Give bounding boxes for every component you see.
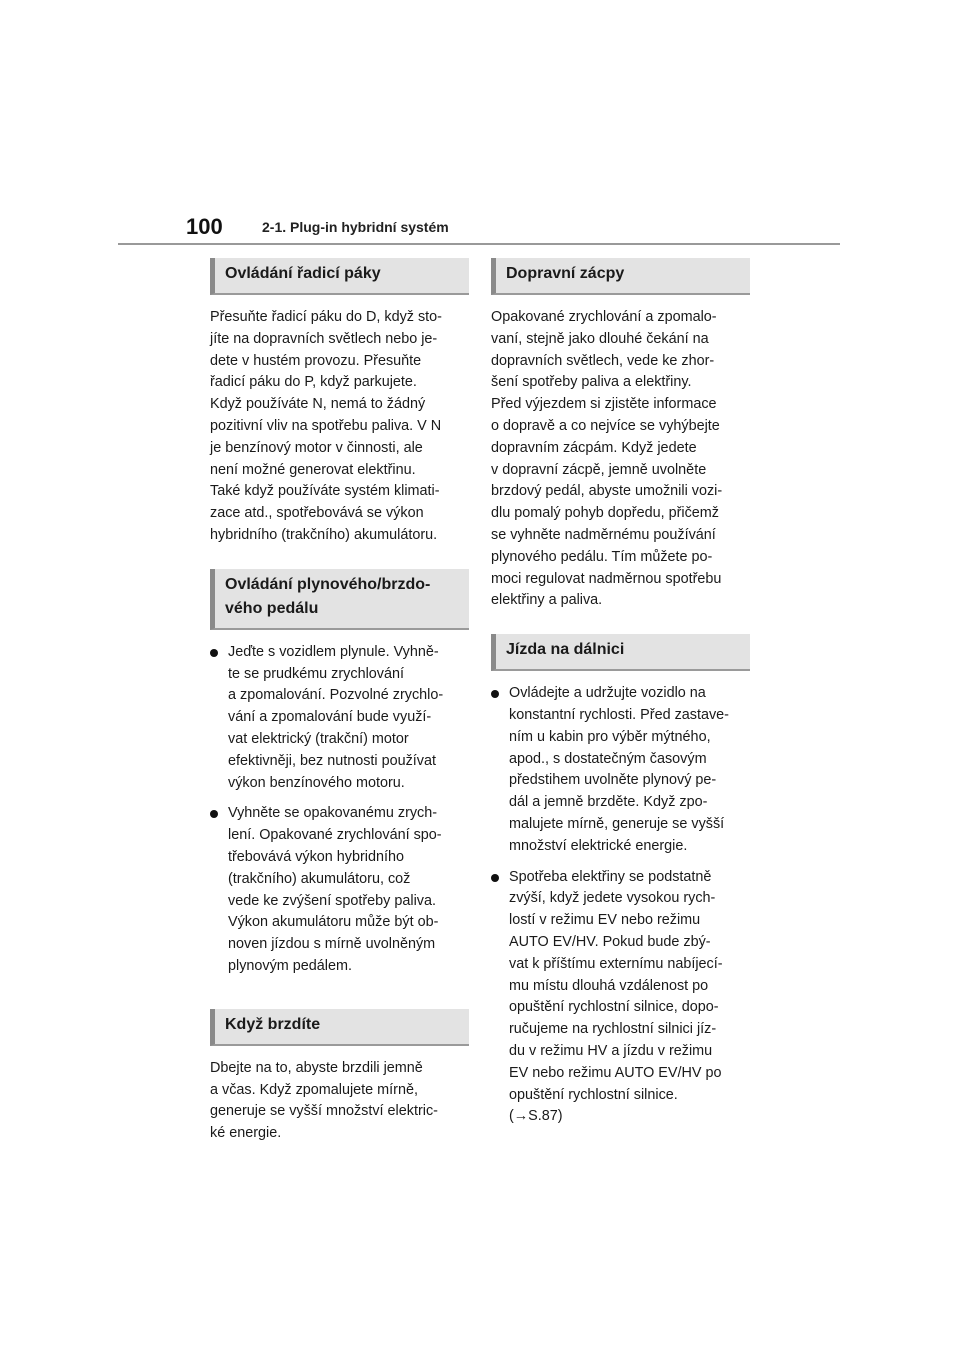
bullet-icon xyxy=(210,810,218,818)
list-item: Ovládejte a udržujte vozidlo na konstantní rychlosti. Před zastave- ním u kabin pro výběr mýtného, apod., s dostatečným časovým předstihem uvolněte plynový pe- dál a jemně brzděte. Když zpo- malujete mírně, generuje se vyšší množství elektrické energie. xyxy=(491,683,751,857)
section-heading-highway: Jízda na dálnici xyxy=(491,634,750,671)
list-item: Vyhněte se opakovanému zrych- lení. Opakované zrychlování spo- třebovává výkon hybridního (trakčního) akumulátoru, což vede ke zvýšení spotřeby paliva. Výkon akumulátoru může být ob- noven jízdou s mírně uvolněným plynovým pedálem. xyxy=(210,803,470,977)
paragraph-shift-lever: Přesuňte řadicí páku do D, když sto- jíte na dopravních světlech nebo je- dete v hustém provozu. Přesuňte řadicí páku do P, když parkujete. Když používáte N, nemá to žádný pozitivní vliv na spotřebu paliva. V N je benzínový motor v činnosti, ale není možné generovat elektřinu. Také když používáte systém klimati- zace atd., spotřebovává se výkon hybridního (trakčního) akumulátoru. xyxy=(210,309,442,543)
section-heading-shift-lever: Ovládání řadicí páky xyxy=(210,258,469,295)
page-number: 100 xyxy=(186,214,223,239)
list-item: Spotřeba elektřiny se podstatně zvýší, když jedete vysokou rych- lostí v režimu EV nebo režimu AUTO EV/HV. Pokud bude zbý- vat k příštímu externímu nabíjecí- mu místu dlouhá vzdálenost po opuštění rychlostní silnice, dopo- ručujeme na rychlostní silnici jíz- du v režimu HV a jízdu v režimu EV nebo režimu AUTO EV/HV po opuštění rychlostní silnice. (→S.87) xyxy=(491,867,751,1129)
bullet-icon xyxy=(491,874,499,882)
page-reference-link[interactable]: (→S.87) xyxy=(509,1108,563,1125)
list-item: Jeďte s vozidlem plynule. Vyhně- te se prudkému zrychlování a zpomalování. Pozvolné zrychlo- vání a zpomalování bude využí- vat elektrický (trakční) motor efektivněji, bez nutnosti používat výkon benzínového motoru. xyxy=(210,642,470,795)
header-rule xyxy=(118,243,840,245)
section-heading-braking: Když brzdíte xyxy=(210,1009,469,1046)
section-heading-pedals: Ovládání plynového/brzdo- vého pedálu xyxy=(210,569,469,630)
section-heading-traffic-jams: Dopravní zácpy xyxy=(491,258,750,295)
bullet-icon xyxy=(210,649,218,657)
breadcrumb: 2-1. Plug-in hybridní systém xyxy=(262,219,449,235)
paragraph-traffic-jams: Opakované zrychlování a zpomalo- vaní, stejně jako dlouhé čekání na dopravních světlech, vede ke zhor- šení spotřeby paliva a elektřiny. Před výjezdem si zjistěte informace o dopravě a co nejvíce se vyhýbejte dopravním zácpám. Když jedete v dopravní zácpě, jemně uvolněte brzdový pedál, abyste umožnili vozi- dlu pomalý pohyb dopředu, přičemž se vyhněte nadměrnému používání plynového pedálu. Tím můžete po- moci regulovat nadměrnou spotřebu elektřiny a paliva. xyxy=(491,309,723,609)
right-column xyxy=(491,258,751,1137)
left-column xyxy=(210,258,470,1145)
bullet-icon xyxy=(491,690,499,698)
paragraph-braking: Dbejte na to, abyste brzdili jemně a včas. Když zpomalujete mírně, generuje se vyšší množství elektric- ké energie. xyxy=(210,1059,438,1142)
